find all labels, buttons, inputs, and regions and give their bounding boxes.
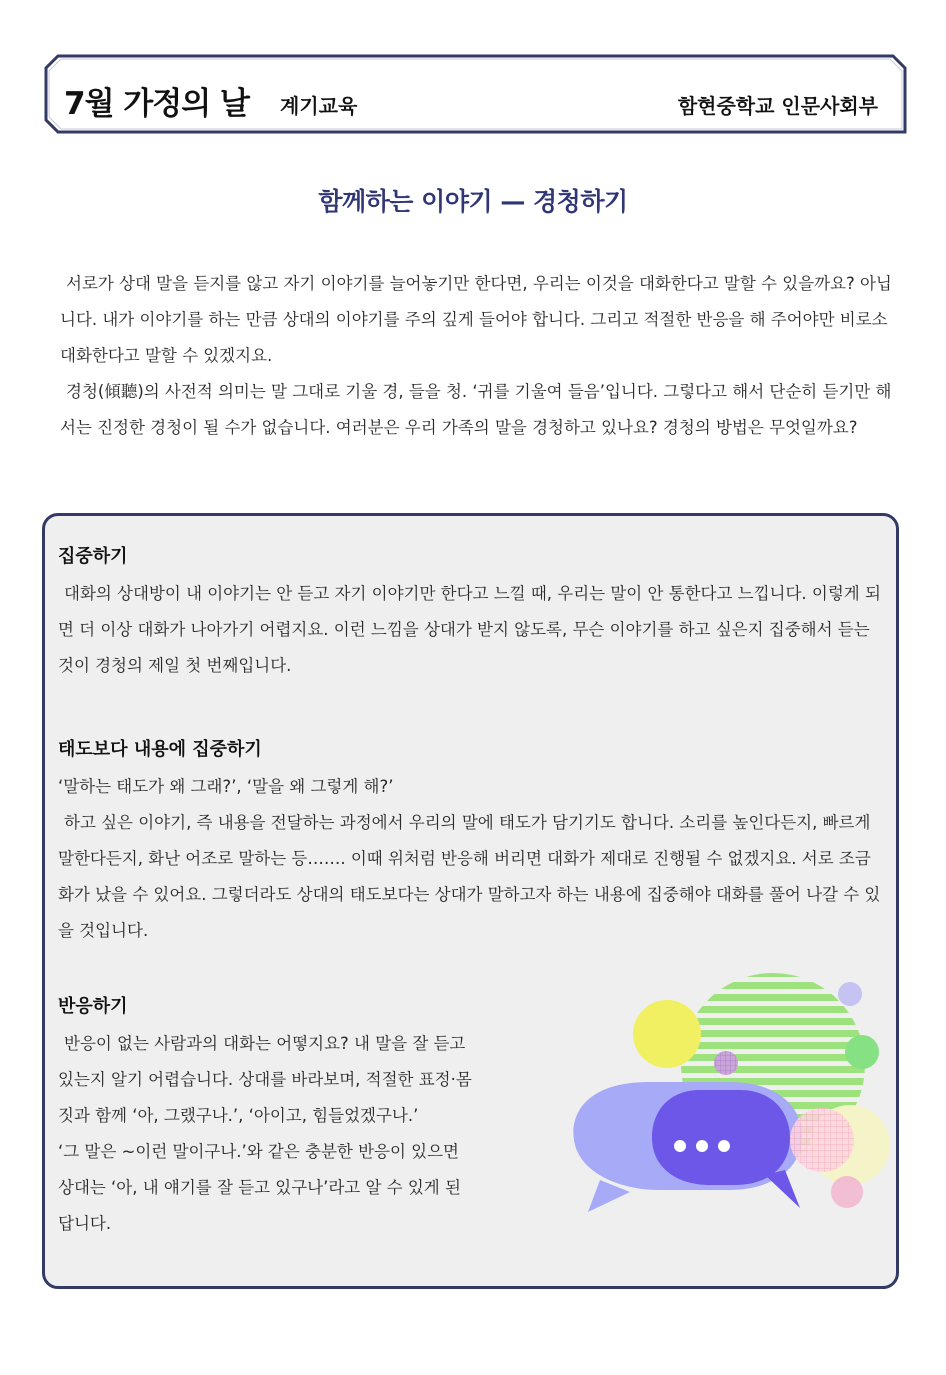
header-title: 7월 가정의 날 [64,86,249,122]
page-heading: 함께하는 이야기 — 경청하기 [318,187,628,216]
section-content-quote: ‘말하는 태도가 왜 그래?’, ‘말을 왜 그렇게 해?’ [58,777,394,796]
section-content-body: 하고 싶은 이야기, 즉 내용을 전달하는 과정에서 우리의 말에 태도가 담기기도 합니다. 소리를 높인다든지, 빠르게 말한다든지, 화난 어조로 말하는 등……. 이때 위처럼 반응해 버리면 대화가 제대로 진행될 수 없겠지요. 서로 조금 화가 났을 수 있어요. 그렇더라도 상대의 태도보다는 상대가 말하고자 하는 내용에 집중해야 대화를 풀어 나갈 수 있을 것입니다. [58,813,881,940]
green-dot [845,1035,879,1069]
section-react-line: 있는지 알기 어렵습니다. 상대를 바라보며, 적절한 표정·몸 [58,1070,472,1089]
lavender-dot [838,982,862,1006]
section-content [58,735,886,949]
dot-icon [718,1140,730,1152]
section-react-line: 짓과 함께 ‘아, 그랬구나.’, ‘아이고, 힘들었겠구나.’ [58,1106,419,1125]
dot-icon [674,1140,686,1152]
speech-bubbles-illustration [560,970,900,1220]
section-react [58,992,558,1242]
intro-paragraph-2: 경청(傾聽)의 사전적 의미는 말 그대로 기울 경, 들을 청. ‘귀를 기울여 들음’입니다. 그렇다고 해서 단순히 듣기만 해서는 진정한 경청이 될 수가 없습니다. 여러분은 우리 가족의 말을 경청하고 있나요? 경청의 방법은 무엇일까요? [60,382,892,437]
header-frame [0,0,946,150]
section-react-title: 반응하기 [58,996,128,1017]
section-react-line: 답니다. [58,1214,112,1233]
purple-dot [714,1051,738,1075]
section-content-title: 태도보다 내용에 집중하기 [58,739,262,760]
section-focus-title: 집중하기 [58,546,128,567]
section-react-line: 상대는 ‘아, 내 얘기를 잘 듣고 있구나’라고 알 수 있게 된 [58,1178,461,1197]
section-focus [58,542,886,684]
section-focus-body: 대화의 상대방이 내 이야기는 안 듣고 자기 이야기만 한다고 느낄 때, 우리는 말이 안 통한다고 느낍니다. 이렇게 되면 더 이상 대화가 나아가기 어렵지요. 이런 느낌을 상대가 받지 않도록, 무슨 이야기를 하고 싶은지 집중해서 듣는 것이 경청의 제일 첫 번째입니다. [58,584,881,675]
header-org: 함현중학교 인문사회부 [677,94,878,118]
section-react-line: 반응이 없는 사람과의 대화는 어떻지요? 내 말을 잘 듣고 [64,1034,466,1053]
intro-paragraph-1: 서로가 상대 말을 듣지를 않고 자기 이야기를 늘어놓기만 한다면, 우리는 이것을 대화한다고 말할 수 있을까요? 아닙니다. 내가 이야기를 하는 만큼 상대의 이야기를 주의 깊게 들어야 합니다. 그리고 적절한 반응을 해 주어야만 비로소 대화한다고 말할 수 있겠지요. [60,274,892,365]
dot-icon [696,1140,708,1152]
header-subtitle: 계기교육 [280,94,358,118]
pink-grid-circle [790,1108,854,1172]
yellow-circle [633,1000,701,1068]
pink-small-circle [831,1176,863,1208]
intro-text [60,266,892,446]
section-react-line: ‘그 말은 ~이런 말이구나.’와 같은 충분한 반응이 있으면 [58,1142,459,1161]
